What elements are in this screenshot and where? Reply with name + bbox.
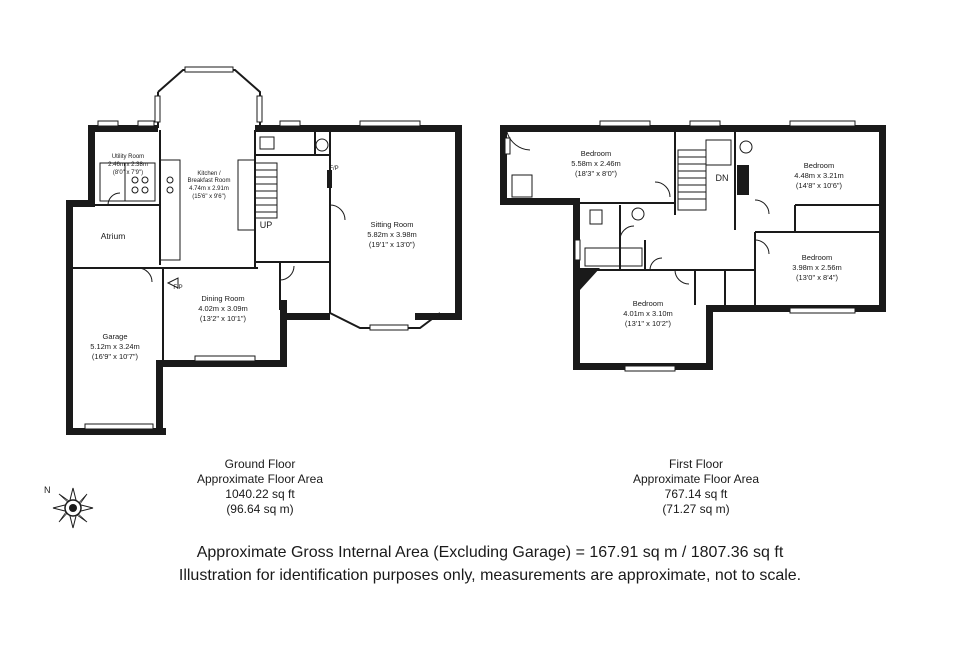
dining-room-imperial: (13'2" x 10'1") (199, 314, 247, 323)
dining-room-name: Dining Room (201, 294, 245, 303)
first-floor-sqft: 767.14 sq ft (664, 487, 728, 501)
room-sitting-label (367, 220, 417, 249)
ground-floor-sqft: 1040.22 sq ft (225, 487, 295, 501)
room-atrium-label (101, 231, 126, 241)
atrium-name: Atrium (100, 231, 126, 241)
bedroom-3-imperial: (13'0" x 8'4") (796, 273, 838, 282)
first-floor-plan (500, 121, 886, 371)
kitchen-name-line2: Breakfast Room (187, 178, 231, 184)
ground-floor-title: Ground Floor (224, 457, 296, 471)
room-utility-label (108, 154, 148, 176)
kitchen-metric: 4.74m x 2.91m (189, 186, 229, 192)
bedroom-3-metric: 3.98m x 2.56m (792, 263, 842, 272)
bedroom-2-metric: 4.48m x 3.21m (794, 171, 844, 180)
bedroom-1-metric: 5.58m x 2.46m (571, 159, 621, 168)
garage-name: Garage (102, 332, 128, 341)
bedroom-4-name: Bedroom (632, 299, 664, 308)
ground-floor-subtitle: Approximate Floor Area (196, 472, 324, 486)
stairs-down-mark: DN (715, 173, 729, 183)
ground-floor-caption (160, 457, 360, 517)
ground-floor-plan (66, 67, 462, 435)
bedroom-1-imperial: (18'3" x 8'0") (575, 169, 617, 178)
bedroom-4-metric: 4.01m x 3.10m (623, 309, 673, 318)
gross-area-summary: Approximate Gross Internal Area (Excluding Garage) = 167.91 sq m / 1807.36 sq ft (196, 544, 784, 561)
room-kitchen-label (187, 171, 230, 200)
dining-room-metric: 4.02m x 3.09m (198, 304, 248, 313)
disclaimer-text: Illustration for identification purposes only, measurements are approximate, not to scale. (178, 567, 802, 584)
room-bedroom-4-label (623, 299, 673, 328)
sitting-room-imperial: (19'1" x 13'0") (368, 240, 416, 249)
first-floor-sqm: (71.27 sq m) (662, 502, 730, 516)
room-garage-label (90, 332, 140, 361)
sitting-room-metric: 5.82m x 3.98m (367, 230, 417, 239)
bedroom-2-name: Bedroom (803, 161, 835, 170)
ground-floor-sqm: (96.64 sq m) (226, 502, 294, 516)
kitchen-imperial: (15'6" x 9'6") (192, 194, 226, 200)
utility-room-name: Utility Room (111, 154, 145, 160)
compass-north-label: N (44, 485, 51, 495)
first-floor-subtitle: Approximate Floor Area (632, 472, 760, 486)
room-bedroom-1-label (571, 149, 621, 178)
sitting-room-name: Sitting Room (370, 220, 414, 229)
compass-rose-icon (53, 488, 93, 528)
stairs-up-mark: UP (259, 220, 273, 230)
dining-fireplace-mark: F/P (173, 285, 183, 291)
room-bedroom-3-label (792, 253, 842, 282)
room-dining-label (198, 294, 248, 323)
bedroom-4-imperial: (13'1" x 10'2") (624, 319, 672, 328)
bedroom-3-name: Bedroom (801, 253, 833, 262)
first-floor-caption (596, 457, 796, 517)
first-floor-title: First Floor (669, 457, 723, 471)
garage-imperial: (16'9" x 10'7") (91, 352, 139, 361)
utility-room-imperial: (8'0" x 7'9") (112, 170, 144, 176)
sitting-fireplace-mark: F/P (329, 166, 339, 172)
utility-room-metric: 2.46m x 2.38m (108, 162, 148, 168)
kitchen-name-line1: Kitchen / (197, 171, 221, 177)
bedroom-2-imperial: (14'8" x 10'6") (795, 181, 843, 190)
room-bedroom-2-label (794, 161, 844, 190)
bedroom-1-name: Bedroom (580, 149, 612, 158)
garage-metric: 5.12m x 3.24m (90, 342, 140, 351)
